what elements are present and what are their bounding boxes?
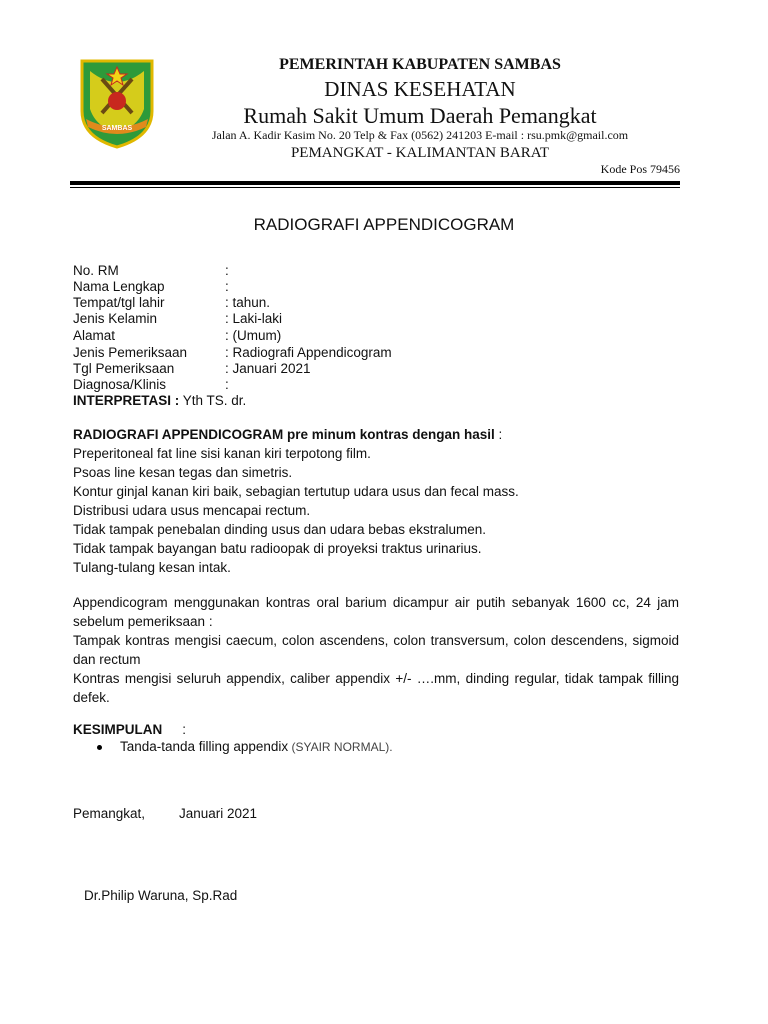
identity-label: Diagnosa/Klinis — [73, 377, 167, 392]
findings-heading-text: RADIOGRAFI APPENDICOGRAM pre minum kontras dengan hasil — [73, 427, 495, 442]
identity-label: No. RM — [73, 263, 119, 278]
identity-label: Jenis Pemeriksaan — [73, 345, 188, 360]
conclusion-heading — [73, 722, 186, 737]
identity-value: : tahun. — [225, 295, 271, 310]
finding-line: Tulang-tulang kesan intak. — [73, 560, 231, 575]
interpretasi-label: INTERPRETASI : — [73, 393, 180, 408]
department-name: DINAS KESEHATAN — [324, 77, 516, 101]
paragraph-contrast-intake: Appendicogram menggunakan kontras oral barium dicampur air putih sebanyak 1600 cc, 24 jam sebelum pemeriksaan : — [73, 595, 679, 629]
bullet-icon — [97, 745, 102, 750]
finding-line: Distribusi udara usus mencapai rectum. — [73, 503, 311, 518]
signature-doctor: Dr.Philip Waruna, Sp.Rad — [84, 888, 238, 903]
government-name: PEMERINTAH KABUPATEN SAMBAS — [279, 56, 561, 73]
paragraph-contrast-appendix: Kontras mengisi seluruh appendix, caliber appendix +/- ….mm, dinding regular, tidak tampak filling defek. — [73, 671, 679, 705]
signature-date: Januari 2021 — [179, 806, 258, 821]
identity-label: Jenis Kelamin — [73, 311, 158, 326]
interpretasi-row — [73, 393, 246, 409]
identity-value: : — [225, 279, 229, 294]
postal-code: Kode Pos 79456 — [600, 162, 680, 176]
identity-value: : Radiografi Appendicogram — [225, 345, 392, 360]
finding-line: Psoas line kesan tegas dan simetris. — [73, 465, 293, 480]
identity-row-alamat — [73, 328, 281, 344]
hospital-city: PEMANGKAT - KALIMANTAN BARAT — [290, 145, 550, 161]
interpretasi-value: Yth TS. dr. — [179, 393, 247, 408]
conclusion-label: KESIMPULAN — [73, 722, 163, 737]
identity-row-no-rm — [73, 263, 229, 279]
conclusion-item-note: (SYAIR NORMAL). — [288, 740, 393, 754]
conclusion-colon: : — [182, 722, 187, 737]
identity-value: : — [225, 263, 229, 278]
report-title: RADIOGRAFI APPENDICOGRAM — [253, 215, 515, 234]
identity-row-jenis-pemeriksaan — [73, 345, 392, 361]
signature-place: Pemangkat, — [73, 806, 146, 821]
identity-label: Tempat/tgl lahir — [73, 295, 165, 310]
identity-label: Tgl Pemeriksaan — [73, 361, 175, 376]
identity-label: Nama Lengkap — [73, 279, 165, 294]
paragraph-contrast-colon: Tampak kontras mengisi caecum, colon ascendens, colon transversum, colon descendens, sigmoid dan rectum — [73, 633, 679, 667]
identity-value: : Laki-laki — [225, 311, 283, 326]
identity-row-tempat-lahir — [73, 295, 270, 311]
identity-row-tgl-pemeriksaan — [73, 361, 311, 377]
hospital-address: Jalan A. Kadir Kasim No. 20 Telp & Fax (0562) 241203 E-mail : rsu.pmk@gmail.com — [211, 128, 629, 142]
finding-line: Kontur ginjal kanan kiri baik, sebagian tertutup udara usus dan fecal mass. — [73, 484, 519, 499]
identity-label: Alamat — [73, 328, 116, 343]
hospital-name: Rumah Sakit Umum Daerah Pemangkat — [243, 103, 597, 128]
sambas-regency-logo — [76, 57, 158, 149]
identity-value: : — [225, 377, 229, 392]
findings-heading-suffix: : — [494, 427, 503, 442]
finding-line: Tidak tampak bayangan batu radioopak di proyeksi traktus urinarius. — [73, 541, 482, 556]
letterhead-rule-thick — [70, 181, 680, 185]
conclusion-item-text: Tanda-tanda filling appendix — [120, 739, 289, 754]
identity-row-diagnosa — [73, 377, 229, 393]
identity-value: : Januari 2021 — [225, 361, 311, 376]
finding-line: Preperitoneal fat line sisi kanan kiri terpotong film. — [73, 446, 371, 461]
identity-value: : (Umum) — [225, 328, 282, 343]
identity-row-jenis-kelamin — [73, 311, 282, 327]
findings-block — [73, 425, 679, 577]
identity-row-nama — [73, 279, 229, 295]
logo-caption: SAMBAS — [101, 125, 133, 132]
findings-heading — [73, 425, 679, 444]
letterhead-rule-thin — [70, 187, 680, 188]
finding-line: Tidak tampak penebalan dinding usus dan udara bebas ekstralumen. — [73, 522, 487, 537]
conclusion-item — [97, 739, 393, 754]
appendicogram-paragraphs — [73, 593, 679, 707]
